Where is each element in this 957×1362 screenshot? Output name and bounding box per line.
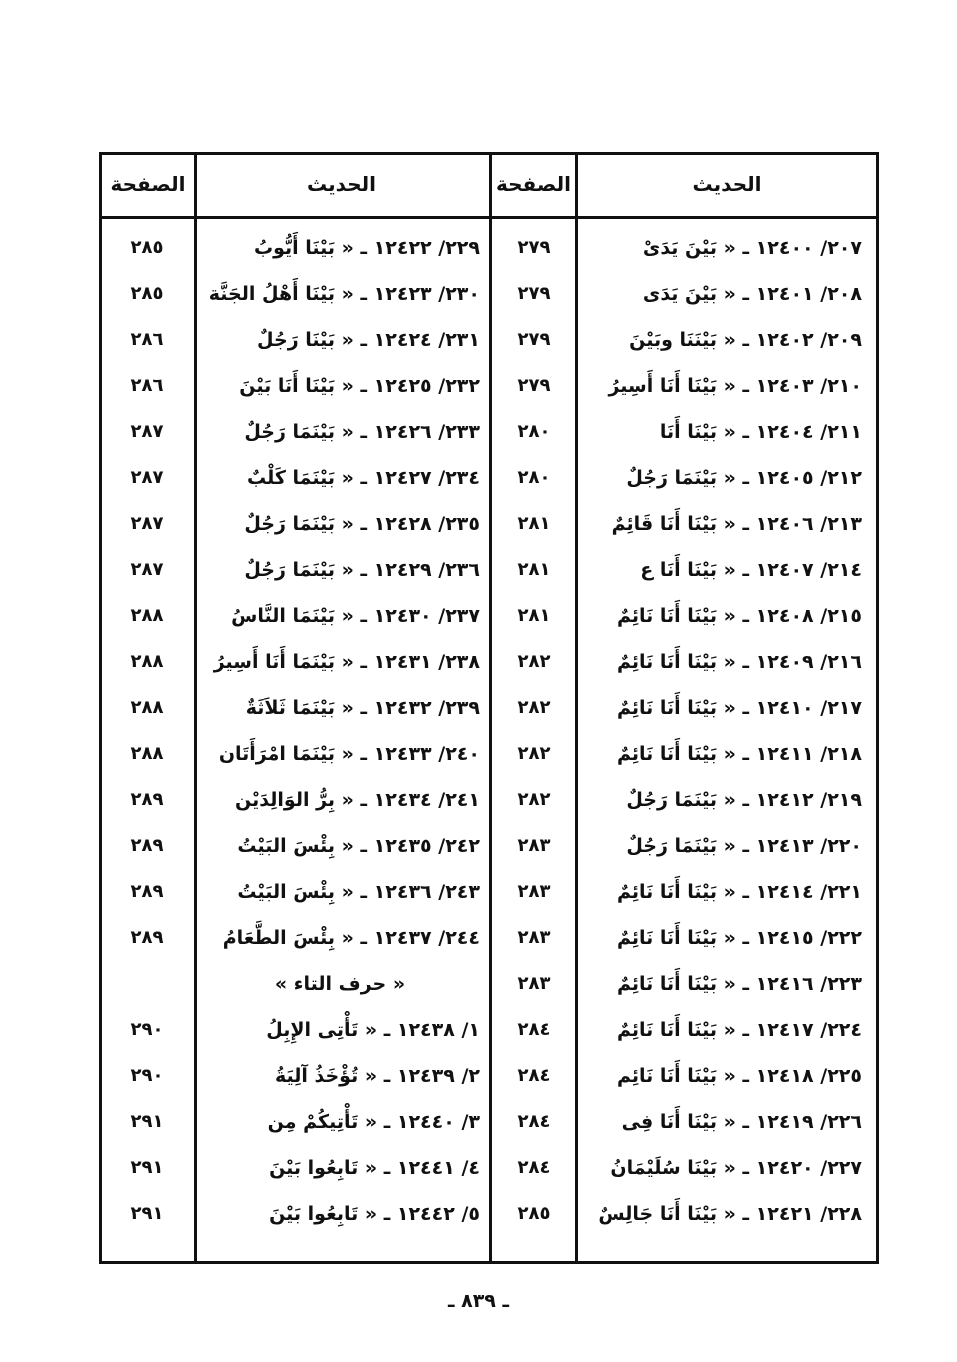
page-reference: ٢٨٦ [130,329,164,350]
page-reference: ٢٨٧ [130,513,164,534]
table-row [102,777,876,823]
hadith-entry: ٢٢٩/ ١٢٤٢٢ ـ « بَيْنَا أَيُّوبُ [253,237,480,259]
hadith-entry: ٢١٠/ ١٢٤٠٣ ـ « بَيْنَا أَنَا أَسِيرُ [608,375,862,397]
hadith-entry: ٤/ ١٢٤٤١ ـ « تَابِعُوا بَيْنَ [269,1157,480,1179]
page-reference: ٢٨١ [517,559,551,580]
page-reference: ٢٨٢ [517,651,551,672]
table-row [102,409,876,455]
table-row [102,455,876,501]
hadith-entry: ٢٤٠/ ١٢٤٣٣ ـ « بَيْنَمَا امْرَأَتَان [218,743,480,765]
hadith-entry: ٢٣٣/ ١٢٤٢٦ ـ « بَيْنَمَا رَجُلٌ [244,421,480,443]
page-reference: ٢٨٤ [517,1111,551,1132]
hadith-entry: ٢٢٨/ ١٢٤٢١ ـ « بَيْنَا أَنَا جَالِسٌ [598,1203,862,1225]
page-reference: ٢٨٢ [517,743,551,764]
page-reference: ٢٨٥ [130,237,164,258]
hadith-entry: ٢١٣/ ١٢٤٠٦ ـ « بَيْنَا أَنَا قَائِمٌ [611,513,862,535]
hadith-entry: ٢١٧/ ١٢٤١٠ ـ « بَيْنَا أَنَا نَائِمٌ [616,697,862,719]
page-reference: ٢٨٧ [130,467,164,488]
page-reference: ٢٨٦ [130,375,164,396]
page-reference: ٢٨٨ [130,697,164,718]
hadith-entry: ٢٤٢/ ١٢٤٣٥ ـ « بِئْسَ البَيْتُ [237,835,480,857]
hadith-entry: ٣/ ١٢٤٤٠ ـ « تَأْتِيكُمْ مِن [267,1111,480,1133]
hadith-entry: ٢١٥/ ١٢٤٠٨ ـ « بَيْنَا أَنَا نَائِمٌ [616,605,862,627]
page-reference: ٢٨٤ [517,1065,551,1086]
page-reference: ٢٨٣ [517,835,551,856]
table-row [102,915,876,961]
page-reference: ٢٨٩ [130,927,164,948]
hadith-entry: ٢٢٢/ ١٢٤١٥ ـ « بَيْنَا أَنَا نَائِمٌ [616,927,862,949]
hadith-entry: ٢٢٠/ ١٢٤١٣ ـ « بَيْنَمَا رَجُلٌ [626,835,862,857]
page-reference: ٢٧٩ [517,329,551,350]
header-page-right: الصفحة [495,172,571,196]
table-row [102,1099,876,1145]
page-reference: ٢٨٢ [517,697,551,718]
hadith-entry: ٢٠٧/ ١٢٤٠٠ ـ « بَيْنَ يَدَىْ [642,237,862,259]
table-row [102,317,876,363]
page-reference: ٢٨٨ [130,605,164,626]
page-reference: ٢٨٨ [130,743,164,764]
hadith-entry: ٢١٨/ ١٢٤١١ ـ « بَيْنَا أَنَا نَائِمٌ [616,743,862,765]
page-reference: ٢٨١ [517,605,551,626]
page-reference: ٢٨٨ [130,651,164,672]
table-row [102,593,876,639]
page-reference: ٢٩٠ [130,1019,164,1040]
table-row [102,823,876,869]
hadith-entry: ٢٣١/ ١٢٤٢٤ ـ « بَيْنَا رَجُلٌ [257,329,480,351]
page-reference: ٢٨٠ [517,421,551,442]
table-row [102,961,876,1007]
hadith-entry: ٢١٤/ ١٢٤٠٧ ـ « بَيْنَا أَنَا ع [640,559,862,581]
hadith-entry: ٢٣٧/ ١٢٤٣٠ ـ « بَيْنَمَا النَّاسُ [231,605,480,627]
table-row [102,225,876,271]
hadith-entry: ٢٤٤/ ١٢٤٣٧ ـ « بِئْسَ الطَّعَامُ [222,927,480,949]
page-reference: ٢٨٤ [517,1019,551,1040]
hadith-entry: ٢١١/ ١٢٤٠٤ ـ « بَيْنَا أَنَا [659,421,862,443]
hadith-entry: ٢٢٣/ ١٢٤١٦ ـ « بَيْنَا أَنَا نَائِمٌ [616,973,862,995]
header-page-left: الصفحة [110,172,186,196]
page-reference: ٢٨٤ [517,1157,551,1178]
hadith-entry: ٢١٩/ ١٢٤١٢ ـ « بَيْنَمَا رَجُلٌ [626,789,862,811]
page-reference: ٢٨٩ [130,835,164,856]
table-row [102,1191,876,1237]
hadith-entry: ٢٢٤/ ١٢٤١٧ ـ « بَيْنَا أَنَا نَائِمٌ [616,1019,862,1041]
page-reference: ٢٨٧ [130,421,164,442]
hadith-entry: ٢٣٢/ ١٢٤٢٥ ـ « بَيْنَا أَنَا بَيْنَ [239,375,480,397]
hadith-entry: ٢٣٠/ ١٢٤٢٣ ـ « بَيْنَا أَهْلُ الجَنَّة [208,283,480,305]
table-row [102,363,876,409]
hadith-entry: ١/ ١٢٤٣٨ ـ « تَأْتِى الإِبِلُ [266,1019,480,1041]
table-row [102,271,876,317]
page-reference: ٢٨٣ [517,927,551,948]
hadith-entry: ٢٢٥/ ١٢٤١٨ ـ « بَيْنَا أَنَا نَائِم [616,1065,862,1087]
page-reference: ٢٨١ [517,513,551,534]
page-reference: ٢٨٣ [517,973,551,994]
hadith-entry: ٢٣٩/ ١٢٤٣٢ ـ « بَيْنَمَا ثَلاَثَةٌ [245,697,480,719]
header-hadith-left: الحديث [306,172,376,196]
hadith-entry: ٢٢٦/ ١٢٤١٩ ـ « بَيْنَا أَنَا فِى [621,1111,862,1133]
table-row [102,1053,876,1099]
hadith-entry: ٢٣٦/ ١٢٤٢٩ ـ « بَيْنَمَا رَجُلٌ [244,559,480,581]
table-row [102,731,876,777]
table-row [102,1145,876,1191]
table-row [102,1007,876,1053]
hadith-entry: ٢٠٩/ ١٢٤٠٢ ـ « بَيْنَنَا وبَيْنَ [629,329,862,351]
page-reference: ٢٩١ [130,1157,164,1178]
page-reference: ٢٨٢ [517,789,551,810]
hadith-entry: ٢٣٤/ ١٢٤٢٧ ـ « بَيْنَمَا كَلْبٌ [246,467,480,489]
table-row [102,501,876,547]
page-reference: ٢٧٩ [517,283,551,304]
table-row [102,639,876,685]
hadith-index-table [99,152,879,1264]
page-reference: ٢٨٥ [517,1203,551,1224]
page-reference: ٢٩١ [130,1111,164,1132]
hadith-entry: ٢٠٨/ ١٢٤٠١ ـ « بَيْنَ يَدَى [642,283,862,305]
page-number: ـ ٨٣٩ ـ [447,1290,509,1312]
page-reference: ٢٧٩ [517,375,551,396]
hadith-entry: ٢١٢/ ١٢٤٠٥ ـ « بَيْنَمَا رَجُلٌ [626,467,862,489]
header-hadith-right: الحديث [692,172,762,196]
hadith-entry: ٥/ ١٢٤٤٢ ـ « تَابِعُوا بَيْنَ [269,1203,480,1225]
page-reference: ٢٧٩ [517,237,551,258]
hadith-entry: ٢٢٧/ ١٢٤٢٠ ـ « بَيْنَا سُلَيْمَانُ [610,1157,862,1179]
hadith-entry: ٢٣٨/ ١٢٤٣١ ـ « بَيْنَمَا أَنَا أَسِيرُ [213,651,480,673]
page-reference [102,961,192,1007]
section-heading: « حرف التاء » [274,973,406,995]
page-reference: ٢٨٩ [130,789,164,810]
table-row [102,547,876,593]
page-reference: ٢٩١ [130,1203,164,1224]
page-reference: ٢٨٠ [517,467,551,488]
hadith-entry: ٢٤١/ ١٢٤٣٤ ـ « بِرُّ الوَالِدَيْن [235,789,480,811]
hadith-entry: ٢٤٣/ ١٢٤٣٦ ـ « بِئْسَ البَيْتُ [237,881,480,903]
hadith-entry: ٢١٦/ ١٢٤٠٩ ـ « بَيْنَا أَنَا نَائِمٌ [616,651,862,673]
page-reference: ٢٨٩ [130,881,164,902]
page-reference: ٢٩٠ [130,1065,164,1086]
hadith-entry: ٢/ ١٢٤٣٩ ـ « تُؤْخَذُ آلِيَةُ [274,1065,480,1087]
page-reference: ٢٨٧ [130,559,164,580]
table-row [102,869,876,915]
table-row [102,685,876,731]
hadith-entry: ٢٣٥/ ١٢٤٢٨ ـ « بَيْنَمَا رَجُلٌ [244,513,480,535]
page-reference: ٢٨٥ [130,283,164,304]
page-reference: ٢٨٣ [517,881,551,902]
hadith-entry: ٢٢١/ ١٢٤١٤ ـ « بَيْنَا أَنَا نَائِمٌ [616,881,862,903]
